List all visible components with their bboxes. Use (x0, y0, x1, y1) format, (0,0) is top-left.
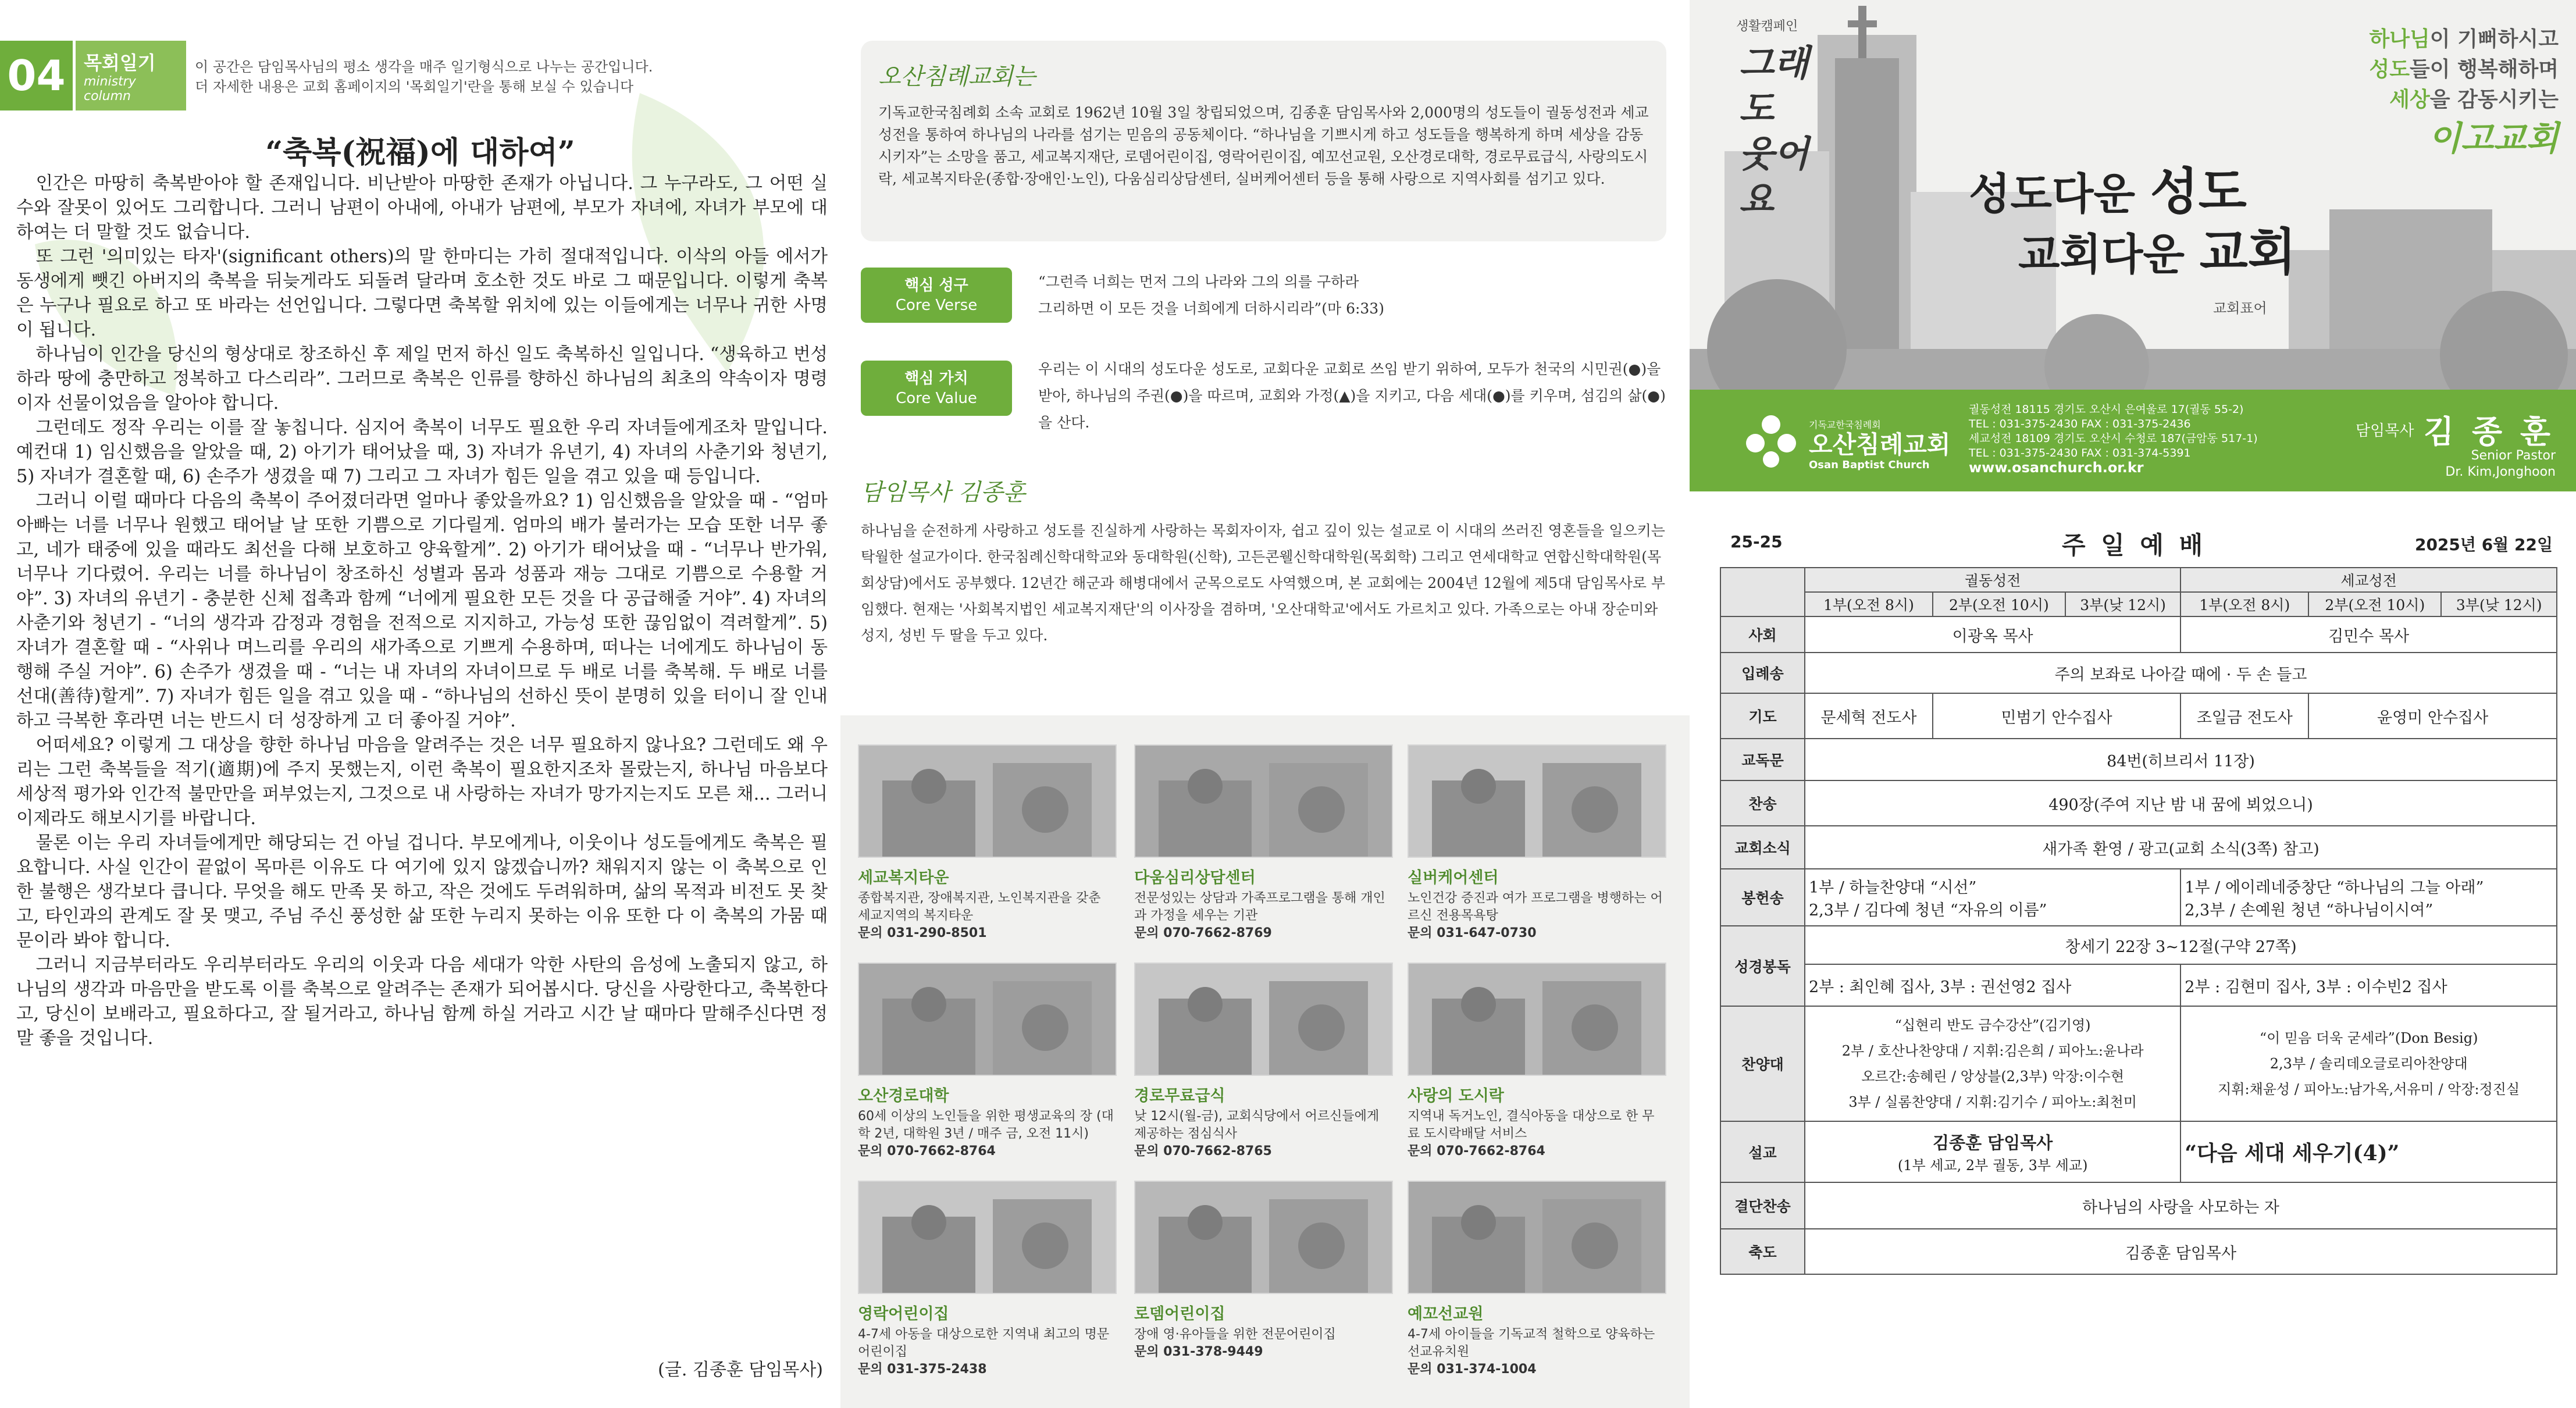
ministry-card (1134, 744, 1393, 942)
worship-title: 주 일 예 배 (2062, 531, 2207, 559)
ministry-card (1408, 963, 1666, 1160)
core-verse-text: “그런즉 너희는 먼저 그의 나라와 그의 의를 구하라 그리하면 이 모든 것을 너희에게 더하시리라”(마 6:33) (1038, 273, 1384, 317)
column-label: 목회일기 ministry column (76, 41, 186, 110)
pastor-en: Senior Pastor Dr. Kim,Jonghoon (2445, 448, 2556, 479)
church-name-block: 기독교한국침례회 오산침례교회 Osan Baptist Church (1809, 419, 1951, 471)
essay-title: “축복(祝福)에 대하여” (265, 135, 575, 170)
essay-paragraph: 하나님이 인간을 당신의 형상대로 창조하신 후 제일 먼저 하신 일도 축복하신 일입니다. “생육하고 번성하라 땅에 충만하고 정복하고 다스리라”. 그러므로 축복은 인류를 향하신 하나님의 최초의 약속이자 명령이자 선물이었음을 알아야 합니다. (16, 344, 828, 414)
intro-title: 오산침례교회는 (878, 63, 1036, 90)
ministry-phone: 문의 070-7662-8764 (1408, 1144, 1545, 1159)
ministry-desc: 장애 영·유아들을 위한 전문어린이집 (1134, 1327, 1336, 1342)
pastor-bio: 하나님을 순전하게 사랑하고 성도를 진실하게 사랑하는 목회자이자, 쉽고 깊이 있는 설교로 이 시대의 쓰러진 영혼들을 일으키는 탁월한 설교가이다. 한국침례신학대학교와 동대학원(신학), 고든콘웰신학대학원(목회학) 그리고 연세대학교 연합신학대학원(목회상담)에서도 공부했다. 12년간 해군과 해병대에서 군목으로도 사역했으며, 본 교회에는 2004년 12월에 제5대 담임목사로 부임했다. 현재는 '사회복지법인 세교복지재단'의 이사장을 겸하며, '오산대학교'에서도 가르치고 있다. 가족으로는 아내 장순미와 성지, 성빈 두 딸을 두고 있다. (861, 522, 1666, 644)
ministry-title: 사랑의 도시락 (1408, 1087, 1504, 1105)
ministry-photo (858, 963, 1117, 1076)
ministry-title: 오산경로대학 (858, 1087, 949, 1105)
ministry-photo (1408, 744, 1666, 858)
essay-paragraph: 또 그런 '의미있는 타자'(significant others)의 말 한마디는 가히 절대적입니다. 이삭의 아들 에서가 동생에게 뺏긴 아버지의 축복을 뒤늦게라도 되돌려 달라며 호소한 것도 바로 그 때문입니다. 이렇게 축복은 누구나 필요로 하고 또 바라는 선언입니다. 그렇다면 축복할 위치에 있는 이들에게는 너무나 귀한 사명이 됩니다. (16, 247, 828, 340)
intro-text: 기독교한국침례회 소속 교회로 1962년 10월 3일 창립되었으며, 김종훈 담임목사와 2,000명의 성도들이 궐동성전과 세교성전을 통하여 하나님의 나라를 섬기는 믿음의 공동체이다. “하나님을 기쁘시게 하고 성도들을 행복하게 하며 세상을 감동시키자”는 소망을 품고, 세교복지재단, 로뎀어린이집, 영락어린이집, 예꼬선교원, 오산경로대학, 경로무료급식, 사랑의도시락, 세교복지타운(종합·장애인·노인), 다움심리상담센터, 실버케어센터 등을 통해 사랑으로 지역사회를 섬기고 있다. (878, 104, 1649, 187)
essay-body (16, 172, 828, 1346)
ministry-desc: 종합복지관, 장애복지관, 노인복지관을 갖춘 세교지역의 복지타운 (858, 891, 1101, 923)
essay-paragraph: 어떠세요? 이렇게 그 대상을 향한 하나님 마음을 알려주는 것은 너무 필요하지 않나요? 그런데도 왜 우리는 그런 축복들을 적기(適期)에 주지 못했는지, 이런 축복이 필요한지조차 몰랐는지, 하나님 마음보다 세상적 평가와 인간적 불만만을 퍼부었는지, 그것으로 내 사랑하는 자녀가 망가지는지도 모른 채... 그러니 이제라도 해보시기를 바랍니다. (16, 735, 828, 829)
ministry-desc: 낮 12시(월-금), 교회식당에서 어르신들에게 제공하는 점심식사 (1134, 1109, 1380, 1141)
core-value-text: 우리는 이 시대의 성도다운 성도로, 교회다운 교회로 쓰임 받기 위하여, 모두가 천국의 시민권(●)을 받아, 하나님의 주권(●)을 따르며, 교회와 가정(▲)을 지키고, 다음 세대(●)를 키우며, 섬김의 삶(●)을 산다. (1038, 361, 1666, 431)
ministry-desc: 4-7세 아이들을 기독교적 철학으로 양육하는 선교유치원 (1408, 1327, 1655, 1359)
page-number: 04 (0, 41, 73, 110)
worship-order-table: 궐동성전 세교성전 1부(오전 8시) 2부(오전 10시) 3부(낮 12시) 1부(오전 8시) 2부(오전 10시) 3부(낮 12시) 사회 이광옥 목사 김민수 목사 입례송 주의 보좌로 나아갈 때에 · 두 손 들고 기도 문세혁 전도사 민범기 안수집사 조일금 전도사 윤영미 안수집사 교독문 84번(히브리서 11장) 찬송 490장(주여 지난 밤 내 꿈에 뵈었으니) 교회소식 새가족 환영 / 광고(교회 소식(3쪽) 참고) 봉헌송 1부 / 하늘찬양대 “시선” 2,3부 / 김다예 청년 “자유의 이름” 1부 / 에이레네중창단 “하나님의 그늘 아래” 2,3부 / 손예원 청년 “하나님이시여” 성경봉독 창세기 22장 3~12절(구약 27쪽) 2부 : 최인혜 집사, 3부 : 권선영2 집사 2부 : 김현미 집사, 3부 : 이수빈2 집사 찬양대 “십현리 반도 금수강산”(김기영) 2부 / 호산나찬양대 / 지휘:김은희 / 피아노:윤나라 오르간:송혜린 / 앙상블(2,3부) 악장:이수현 3부 / 실롬찬양대 / 지휘:김기수 / 피아노:최천미 “이 믿음 더욱 굳세라”(Don Besig) 2,3부 / 솔리데오글로리아찬양대 지휘:채윤성 / 피아노:남가옥,서유미 / 악장:정진실 설교 김종훈 담임목사 (1부 세교, 2부 궐동, 3부 세교) “다음 세대 세우기(4)” 결단찬송 하나님의 사랑을 사모하는 자 축도 김종훈 담임목사 (1720, 567, 2557, 1275)
ministry-title: 다움심리상담센터 (1134, 869, 1256, 887)
core-value-badge: 핵심 가치 Core Value (861, 361, 1012, 416)
ministry-photo (1408, 963, 1666, 1076)
ministry-column-panel (0, 0, 840, 1408)
worship-header (1690, 526, 2576, 561)
ministry-card (1408, 744, 1666, 942)
ministry-title: 경로무료급식 (1134, 1087, 1225, 1105)
brand-slogan: 이고교회 (2428, 119, 2559, 158)
ministry-photo (1134, 1181, 1393, 1294)
slogan: 하나님이 기뻐하시고 성도들이 행복해하며 세상을 감동시키는 이고교회 (2369, 24, 2559, 162)
campaign-title: 그래도 웃어요 (1739, 42, 1809, 220)
ministry-card (1134, 1181, 1393, 1361)
church-addresses: 궐동성전 18115 경기도 오산시 은여울로 17(궐동 55-2) TEL : 031-375-2430 FAX : 031-375-2436 세교성전 18109 경기도 오산시 수청로 187(금암동 517-1) TEL : 031-375-2430 FAX : 031-374-5391 www.osanchurch.or.kr (1969, 403, 2258, 476)
motto-label: 교회표어 (2213, 300, 2267, 316)
ministry-card (858, 744, 1117, 942)
ministry-title: 영락어린이집 (858, 1305, 949, 1323)
ministry-phone: 문의 031-647-0730 (1408, 926, 1537, 940)
ministry-title: 예꼬선교원 (1408, 1305, 1484, 1323)
ministry-photo (858, 1181, 1117, 1294)
ministry-phone: 문의 070-7662-8764 (858, 1144, 996, 1159)
worship-date: 2025년 6월 22일 (2414, 535, 2553, 554)
church-logo-icon (1739, 407, 1803, 471)
pastor-name: 김 종 훈 (2424, 413, 2554, 450)
ministry-phone: 문의 070-7662-8765 (1134, 1144, 1272, 1159)
church-intro-panel (840, 0, 1690, 1408)
campaign-label: 생활캠페인 (1736, 19, 1798, 34)
site-goldong: 궐동성전 (1805, 568, 2180, 592)
church-motto: 성도다운 성도 교회다운 교회 (1969, 162, 2296, 281)
site-segyo: 세교성전 (2180, 568, 2557, 592)
essay-paragraph: 그러니 이럴 때마다 다음의 축복이 주어졌더라면 얼마나 좋았을까요? 1) 임신했음을 알았을 때 - “엄마 아빠는 너를 너무나 원했고 태어날 날 또한 기쁨으로 기다릴게. 엄마의 배가 불러가는 모습 또한 너무 좋고, 네가 태중에 있을 때라도 최선을 다해 보호하고 양육할게”. 2) 아기가 태어났을 때 - “너무나 반가워, 너무나 기다렸어. 우리는 너를 하나님이 창조하신 성별과 몸과 성품과 재능 그대로 기쁨으로 수용할 거야”. 3) 자녀의 유년기 - 충분한 신체 접촉과 함께 “너에게 필요한 모든 것을 다 공급해줄 거야”. 4) 자녀의 사춘기와 청년기 - “너의 생각과 감정과 경험을 전적으로 지지하고, 가능성 또한 끊임없이 격려할게”. 5) 자녀가 결혼할 때 - “사위나 며느리를 우리의 새가족으로 기쁘게 수용하며, 떠나는 너에게도 하나님이 동행해 주실 거야”. 6) 손주가 생겼을 때 - “너는 내 자녀의 자녀이므로 두 배로 너를 축복해. 두 배로 너를 선대(善待)할게”. 7) 자녀가 힘든 일을 겪고 있을 때 - “하나님의 선하신 뜻이 분명히 있을 터이니 잘 인내하고 극복한 후라면 너는 반드시 더 성장하게 고 더 좋아질 거야”. (16, 491, 828, 731)
worship-bulletin-panel (1690, 0, 2576, 1408)
ministry-phone: 문의 031-290-8501 (858, 926, 987, 940)
ministry-desc: 4-7세 아동을 대상으로한 지역내 최고의 명문 어린이집 (858, 1327, 1110, 1359)
ministry-desc: 60세 이상의 노인들을 위한 평생교육의 장 (대학 2년, 대학원 3년 / 매주 금, 오전 11시) (858, 1109, 1114, 1141)
essay-paragraph: 그러니 지금부터라도 우리부터라도 우리의 이웃과 다음 세대가 악한 사탄의 음성에 노출되지 않고, 하나님의 생각과 마음만을 받도록 이를 축복으로 알려주는 존재가 되어봅시다. 당신을 사랑한다고, 축복한다고, 당신이 보배라고, 필요하다고, 잘 될거라고, 하나님 함께 하실 거라고 시간 날 때마다 말해주신다면 정말 좋을 것입니다. (16, 955, 828, 1049)
ministry-phone: 문의 070-7662-8769 (1134, 926, 1272, 940)
ministry-card (858, 963, 1117, 1160)
ministry-phone: 문의 031-374-1004 (1408, 1362, 1537, 1377)
column-description: 이 공간은 담임목사님의 평소 생각을 매주 일기형식으로 나누는 공간입니다. 더 자세한 내용은 교회 홈페이지의 '목회일기'란을 통해 보실 수 있습니다 (195, 59, 653, 95)
ministry-title: 실버케어센터 (1408, 869, 1499, 887)
ministry-photo (1134, 744, 1393, 858)
ministry-desc: 전문성있는 상담과 가족프로그램을 통해 개인과 가정을 세우는 기관 (1134, 891, 1385, 923)
church-website[interactable]: www.osanchurch.or.kr (1969, 459, 2144, 476)
pastor-title: 담임목사 김종훈 (861, 479, 1026, 506)
church-info-band: 기독교한국침례회 오산침례교회 Osan Baptist Church 궐동성전 18115 경기도 오산시 은여울로 17(궐동 55-2) TEL : 031-375-2430 FAX : 031-375-2436 세교성전 18109 경기도 오산시 수청로 187(금암동 517-1) TEL : 031-375-2430 FAX : 031-374-5391 www.osanchurch.or.kr 담임목사 김 종 훈 Senior Pastor Dr. Kim,Jonghoon (1690, 390, 2576, 491)
ministry-desc: 노인건강 증진과 여가 프로그램을 병행하는 어르신 전용목욕탕 (1408, 891, 1663, 923)
ministry-card (858, 1181, 1117, 1378)
column-header (0, 41, 840, 110)
essay-paragraph: 인간은 마땅히 축복받아야 할 존재입니다. 비난받아 마땅한 존재가 아닙니다. 그 누구라도, 그 어떤 실수와 잘못이 있어도 그리합니다. 그러니 남편이 아내에, 아내가 남편에, 부모가 자녀에, 자녀가 부모에 대하여는 더 말할 것도 없습니다. (16, 173, 828, 243)
ministry-desc: 지역내 독거노인, 결식아동을 대상으로 한 무료 도시락배달 서비스 (1408, 1109, 1655, 1141)
essay-paragraph: 그런데도 정작 우리는 이를 잘 놓칩니다. 심지어 축복이 너무도 필요한 우리 자녀들에게조차 말입니다. 예컨대 1) 임신했음을 알았을 때, 2) 아기가 태어났을 때, 3) 자녀가 유년기, 4) 자녀의 사춘기와 청년기, 5) 자녀가 결혼할 때, 6) 손주가 생겼을 때 7) 그리고 그 자녀가 힘든 일을 겪고 있을 때 등입니다. (16, 418, 828, 487)
ministry-phone: 문의 031-378-9449 (1134, 1345, 1263, 1359)
sermon-title: “다음 세대 세우기(4)” (2180, 1121, 2557, 1182)
ministry-photo (858, 744, 1117, 858)
essay-signature: (글. 김종훈 담임목사) (658, 1360, 823, 1380)
core-verse-badge: 핵심 성구 Core Verse (861, 268, 1012, 323)
ministry-title: 로뎀어린이집 (1134, 1305, 1225, 1323)
essay-paragraph: 물론 이는 우리 자녀들에게만 해당되는 건 아닐 겁니다. 부모에게나, 이웃이나 성도들에게도 축복은 필요합니다. 사실 인간이 끝없이 목마른 이유도 다 여기에 있지 않겠습니까? 채워지지 않는 이 축복으로 인한 불행은 생각보다 큽니다. 무엇을 해도 만족 못 하고, 작은 것에도 두려워하며, 삶의 목적과 비전도 못 찾고, 타인과의 관계도 잘 못 맺고, 주님 주신 풍성한 삶 또한 누리지 못하는 이유 또한 다 이 축복의 가뭄 때문이라 봐야 합니다. (16, 833, 828, 951)
banner (1690, 0, 2576, 390)
issue-number: 25-25 (1730, 532, 1783, 551)
ministry-title: 세교복지타운 (858, 869, 949, 887)
ministry-photo (1134, 963, 1393, 1076)
church-name: 오산침례교회 (1809, 430, 1951, 459)
ministry-phone: 문의 031-375-2438 (858, 1362, 987, 1377)
ministry-photo (1408, 1181, 1666, 1294)
ministry-card (1134, 963, 1393, 1160)
ministry-card (1408, 1181, 1666, 1378)
